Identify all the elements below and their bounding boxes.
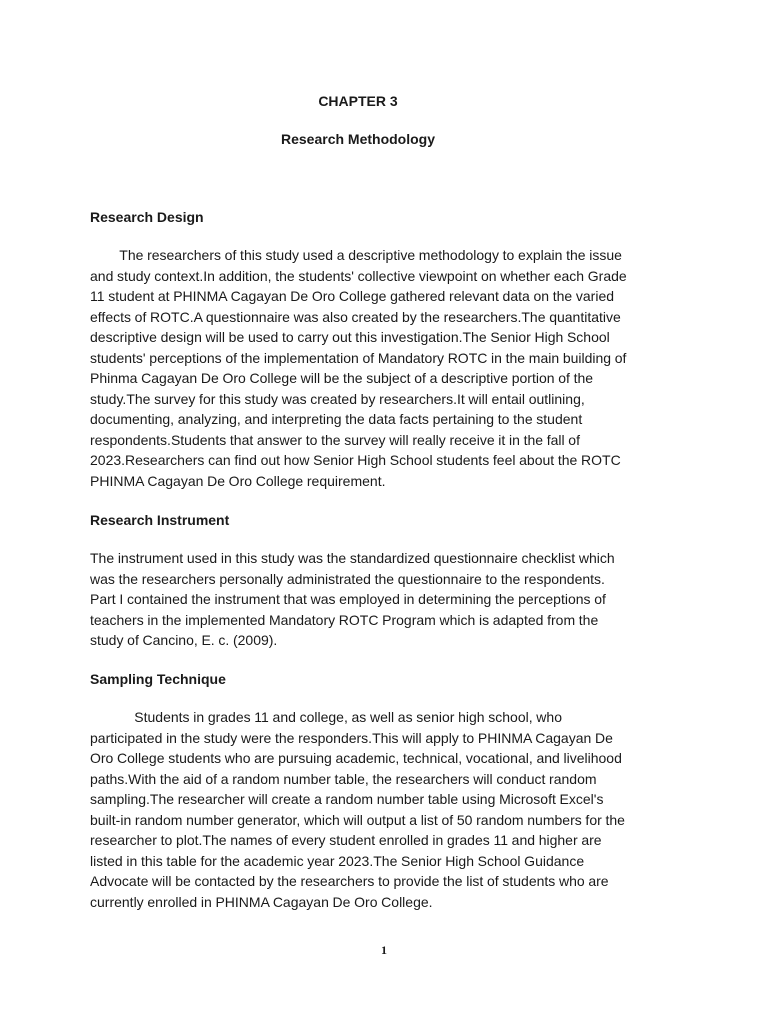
section-paragraph: [90, 245, 680, 491]
paragraph-line: Phinma Cagayan De Oro College will be the subject of a descriptive portion of the: [90, 370, 594, 386]
paragraph-line: 11 student at PHINMA Cagayan De Oro College gathered relevant data on the varied: [90, 288, 615, 304]
section-research-design: [90, 207, 680, 491]
paragraph-line: listed in this table for the academic year 2023.The Senior High School Guidance: [90, 852, 585, 869]
paragraph-line: researcher to plot.The names of every student enrolled in grades 11 and higher are: [90, 832, 602, 848]
paragraph-line: participated in the study were the responders.This will apply to PHINMA Cagayan De: [90, 729, 613, 746]
chapter-subtitle: Research Methodology: [280, 131, 436, 147]
paragraph-line: paths.With the aid of a random number table, the researchers will conduct random: [90, 770, 597, 787]
paragraph-line: sampling.The researcher will create a random number table using Microsoft Excel's: [90, 791, 604, 807]
paragraph-line: The instrument used in this study was the standardized questionnaire checklist which: [90, 550, 615, 566]
section-heading: Research Instrument: [90, 512, 230, 528]
section-paragraph: [90, 707, 680, 912]
paragraph-line: and study context.In addition, the students' collective viewpoint on whether each Grade: [90, 267, 627, 284]
paragraph-line: The researchers of this study used a descriptive methodology to explain the issue: [90, 247, 622, 263]
paragraph-line: built-in random number generator, which will output a list of 50 random numbers for the: [90, 811, 625, 828]
paragraph-line: study of Cancino, E. c. (2009).: [90, 632, 278, 648]
page-number: 1: [381, 943, 387, 957]
paragraph-line: currently enrolled in PHINMA Cagayan De Oro College.: [90, 893, 433, 910]
paragraph-line: effects of ROTC.A questionnaire was also created by the researchers.The quantitative: [90, 308, 621, 325]
section-heading: Research Design: [90, 209, 204, 225]
section-sampling-technique: [90, 669, 680, 912]
paragraph-line: students' perceptions of the implementation of Mandatory ROTC in the main building of: [90, 349, 627, 366]
paragraph-line: respondents.Students that answer to the survey will really receive it in the fall of: [90, 431, 580, 448]
paragraph-line: PHINMA Cagayan De Oro College requirement.: [90, 472, 386, 489]
section-research-instrument: [90, 510, 680, 651]
paragraph-line: 2023.Researchers can find out how Senior High School students feel about the ROTC: [90, 452, 621, 468]
paragraph-line: documenting, analyzing, and interpreting the data facts pertaining to the student: [90, 411, 583, 427]
paragraph-line: descriptive design will be used to carry out this investigation.The Senior High School: [90, 329, 610, 345]
paragraph-line: was the researchers personally administrated the questionnaire to the respondents.: [90, 570, 605, 587]
section-paragraph: [90, 548, 680, 651]
paragraph-line: Part I contained the instrument that was employed in determining the perceptions of: [90, 591, 606, 607]
chapter-title: CHAPTER 3: [318, 93, 398, 109]
paragraph-line: Oro College students who are pursuing academic, technical, vocational, and livelihood: [90, 750, 622, 766]
paragraph-line: Students in grades 11 and college, as well as senior high school, who: [90, 709, 562, 725]
paragraph-line: teachers in the implemented Mandatory ROTC Program which is adapted from the: [90, 611, 599, 628]
paragraph-line: study.The survey for this study was created by researchers.It will entail outlining,: [90, 390, 585, 407]
paragraph-line: Advocate will be contacted by the researchers to provide the list of students who are: [90, 873, 609, 889]
section-heading: Sampling Technique: [90, 671, 226, 687]
